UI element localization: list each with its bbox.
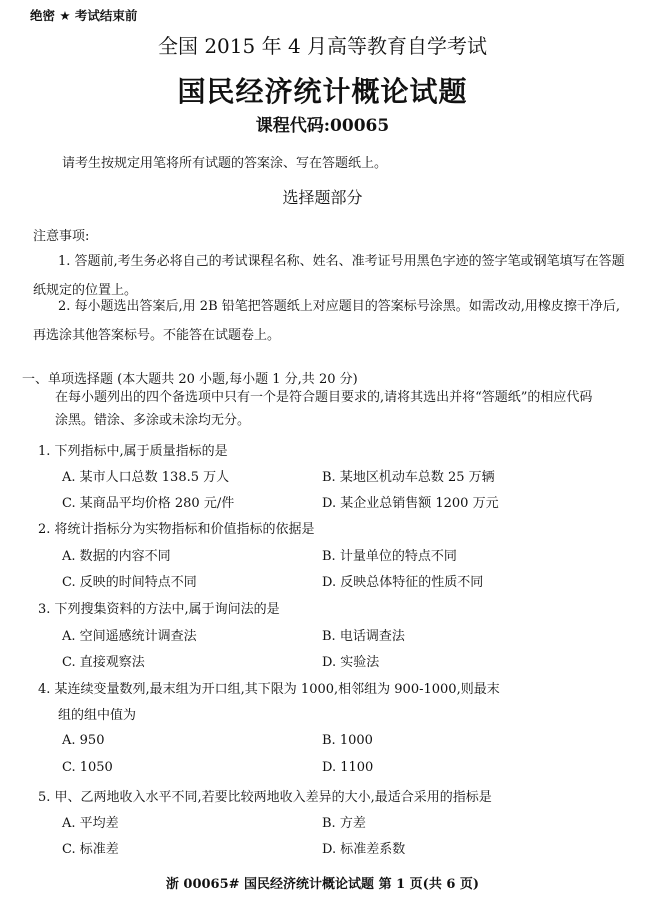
option-d: D. 反映总体特征的性质不同 bbox=[322, 575, 484, 590]
note-2: 2. 每小题选出答案后,用 2B 铅笔把答题纸上对应题目的答案标号涂黑。如需改动,用橡皮擦干净后,再选涂其他答案标号。不能答在试题卷上。 bbox=[33, 299, 621, 343]
confidential-mark: 绝密 ★ 考试结束前 bbox=[30, 8, 138, 23]
note-1: 1. 答题前,考生务必将自己的考试课程名称、姓名、准考证号用黑色字迹的签字笔或钢笔填写在答题纸规定的位置上。 bbox=[33, 254, 625, 298]
section-title: 选择题部分 bbox=[282, 188, 363, 207]
option-a: A. 数据的内容不同 bbox=[62, 549, 171, 564]
question-stem: 2. 将统计指标分为实物指标和价值指标的依据是 bbox=[38, 522, 315, 537]
option-c: C. 直接观察法 bbox=[62, 655, 145, 670]
question-stem-continued: 组的组中值为 bbox=[58, 708, 137, 723]
part-description: 在每小题列出的四个备选项中只有一个是符合题目要求的,请将其选出并将“答题纸”的相应代码涂黑。错涂、多涂或未涂均无分。 bbox=[55, 390, 593, 428]
question-stem: 3. 下列搜集资料的方法中,属于询问法的是 bbox=[38, 602, 280, 617]
question-stem: 1. 下列指标中,属于质量指标的是 bbox=[38, 444, 228, 459]
page-footer: 浙 00065# 国民经济统计概论试题 第 1 页(共 6 页) bbox=[165, 877, 480, 892]
option-c: C. 1050 bbox=[62, 760, 113, 775]
exam-name: 全国 2015 年 4 月高等教育自学考试 bbox=[157, 34, 488, 58]
option-c: C. 反映的时间特点不同 bbox=[62, 575, 197, 590]
instruction: 请考生按规定用笔将所有试题的答案涂、写在答题纸上。 bbox=[62, 156, 388, 171]
course-code: 课程代码:00065 bbox=[255, 116, 390, 136]
option-b: B. 方差 bbox=[322, 816, 366, 831]
option-b: B. 某地区机动车总数 25 万辆 bbox=[322, 470, 495, 485]
option-c: C. 标准差 bbox=[62, 842, 119, 857]
part-heading: 一、单项选择题 (本大题共 20 小题,每小题 1 分,共 20 分) bbox=[22, 372, 358, 387]
option-b: B. 计量单位的特点不同 bbox=[322, 549, 457, 564]
question-stem: 5. 甲、乙两地收入水平不同,若要比较两地收入差异的大小,最适合采用的指标是 bbox=[38, 790, 492, 805]
option-b: B. 电话调查法 bbox=[322, 629, 405, 644]
question-stem: 4. 某连续变量数列,最末组为开口组,其下限为 1000,相邻组为 900-1000,则最末 bbox=[38, 682, 500, 697]
option-a: A. 空间遥感统计调查法 bbox=[62, 629, 197, 644]
option-a: A. 某市人口总数 138.5 万人 bbox=[62, 470, 230, 485]
notes-heading: 注意事项: bbox=[33, 229, 90, 244]
option-d: D. 某企业总销售额 1200 万元 bbox=[322, 496, 499, 511]
paper-title: 国民经济统计概论试题 bbox=[177, 75, 468, 108]
option-b: B. 1000 bbox=[322, 733, 373, 748]
option-a: A. 平均差 bbox=[62, 816, 119, 831]
option-d: D. 标准差系数 bbox=[322, 842, 406, 857]
option-a: A. 950 bbox=[62, 733, 105, 748]
option-c: C. 某商品平均价格 280 元/件 bbox=[62, 496, 235, 511]
option-d: D. 实验法 bbox=[322, 655, 380, 670]
option-d: D. 1100 bbox=[322, 760, 374, 775]
